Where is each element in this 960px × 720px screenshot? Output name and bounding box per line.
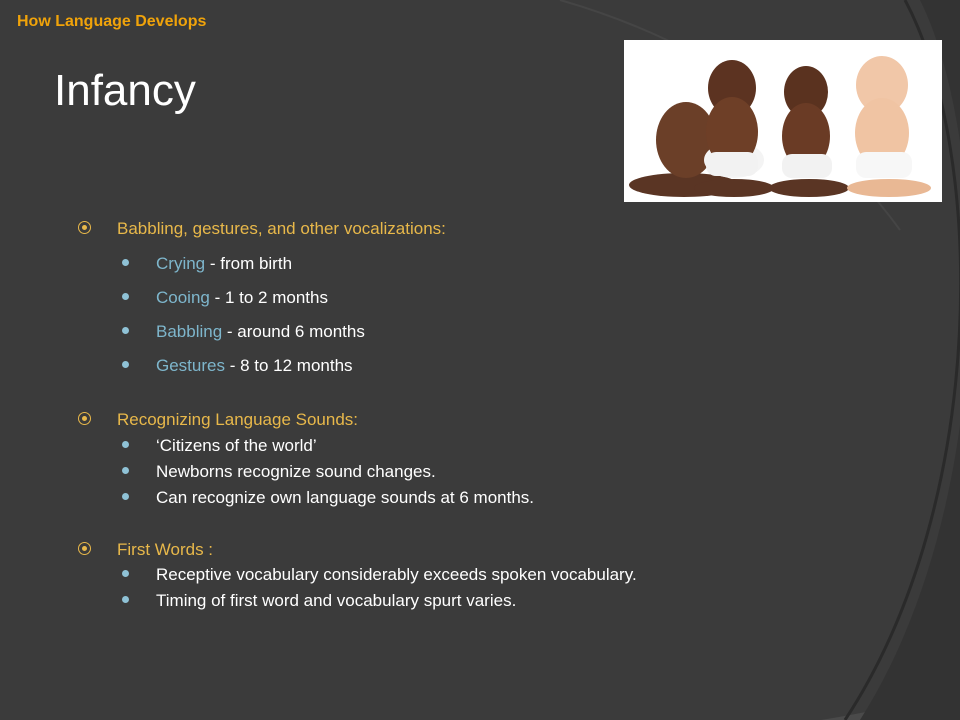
dot-bullet-icon bbox=[122, 327, 129, 334]
list-item: Timing of first word and vocabulary spurt varies. bbox=[122, 591, 516, 611]
dot-bullet-icon bbox=[122, 570, 129, 577]
dot-bullet-icon bbox=[122, 259, 129, 266]
dot-bullet-icon bbox=[122, 596, 129, 603]
section-title: How Language Develops bbox=[17, 13, 207, 30]
circle-bullet-icon bbox=[78, 412, 91, 425]
heading-recognizing: Recognizing Language Sounds: bbox=[78, 410, 358, 430]
dot-bullet-icon bbox=[122, 293, 129, 300]
list-item: Babbling - around 6 months bbox=[122, 322, 365, 342]
heading-babbling: Babbling, gestures, and other vocalizations: bbox=[78, 219, 446, 239]
dot-bullet-icon bbox=[122, 361, 129, 368]
dot-bullet-icon bbox=[122, 467, 129, 474]
page-title: Infancy bbox=[54, 66, 196, 115]
list-item: Gestures - 8 to 12 months bbox=[122, 356, 353, 376]
list-item: Crying - from birth bbox=[122, 254, 292, 274]
circle-bullet-icon bbox=[78, 221, 91, 234]
dot-bullet-icon bbox=[122, 493, 129, 500]
list-item: Newborns recognize sound changes. bbox=[122, 462, 436, 482]
list-item: ‘Citizens of the world’ bbox=[122, 436, 317, 456]
heading-first-words: First Words : bbox=[78, 540, 213, 560]
list-item: Cooing - 1 to 2 months bbox=[122, 288, 328, 308]
list-item: Can recognize own language sounds at 6 months. bbox=[122, 488, 534, 508]
circle-bullet-icon bbox=[78, 542, 91, 555]
dot-bullet-icon bbox=[122, 441, 129, 448]
list-item: Receptive vocabulary considerably exceeds spoken vocabulary. bbox=[122, 565, 637, 585]
